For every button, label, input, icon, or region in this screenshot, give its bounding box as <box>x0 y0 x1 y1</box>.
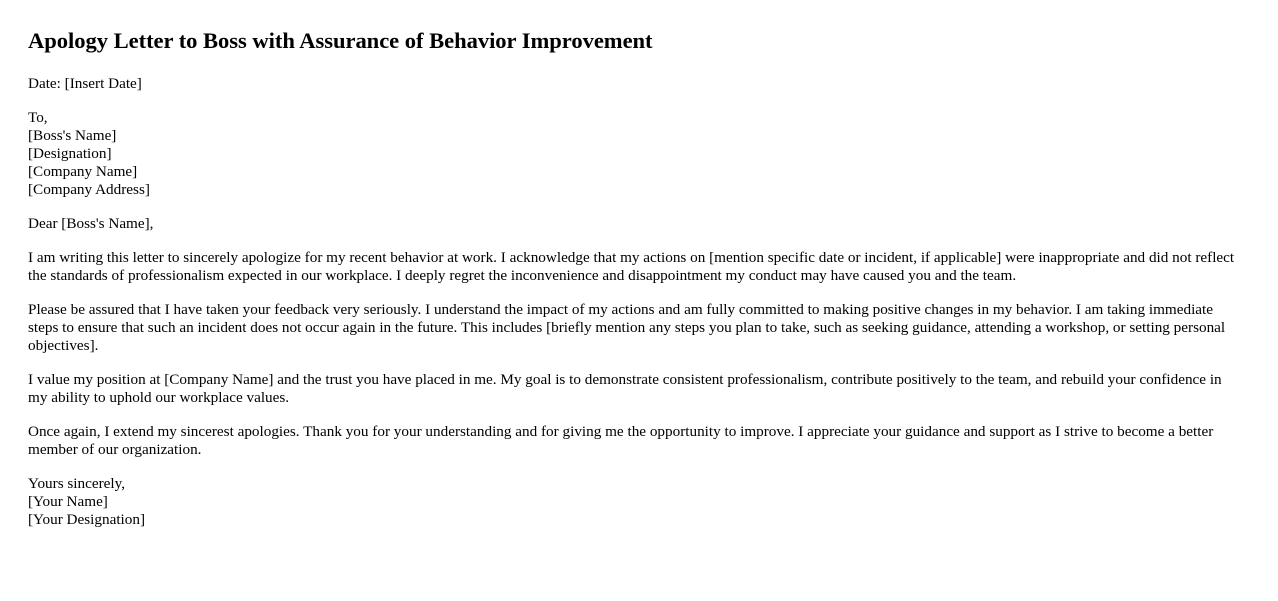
date-line: Date: [Insert Date] <box>28 75 142 92</box>
closing-designation: [Your Designation] <box>28 511 145 528</box>
body-paragraph-3: I value my position at [Company Name] and the trust you have placed in me. My goal is to demonstrate consistent professionalism, contribute positively to the team, and rebuild your confidence in my ability to uphold our workplace values. <box>28 371 1222 406</box>
recipient-company: [Company Name] <box>28 163 138 180</box>
letter-body <box>28 249 1242 459</box>
recipient-name: [Boss's Name] <box>28 127 117 144</box>
closing-valediction: Yours sincerely, <box>28 475 126 492</box>
closing-name: [Your Name] <box>28 493 108 510</box>
recipient-address: [Company Address] <box>28 181 150 198</box>
body-paragraph-1: I am writing this letter to sincerely apologize for my recent behavior at work. I acknowledge that my actions on [mention specific date or incident, if applicable] were inappropriate and did not reflect the standards of professionalism expected in our workplace. I deeply regret the inconvenience and disappointment my conduct may have caused you and the team. <box>28 249 1235 284</box>
recipient-to: To, <box>28 109 48 126</box>
recipient-designation: [Designation] <box>28 145 112 162</box>
salutation: Dear [Boss's Name], <box>28 215 154 232</box>
page-title: Apology Letter to Boss with Assurance of Behavior Improvement <box>28 28 653 53</box>
body-paragraph-4: Once again, I extend my sincerest apologies. Thank you for your understanding and for giving me the opportunity to improve. I appreciate your guidance and support as I strive to become a better member of our organization. <box>28 423 1214 458</box>
body-paragraph-2: Please be assured that I have taken your feedback very seriously. I understand the impact of my actions and am fully committed to making positive changes in my behavior. I am taking immediate steps to ensure that such an incident does not occur again in the future. This includes [briefly mention any steps you plan to take, such as seeking guidance, attending a workshop, or setting personal objectives]. <box>28 301 1226 354</box>
closing-block <box>28 475 1250 529</box>
